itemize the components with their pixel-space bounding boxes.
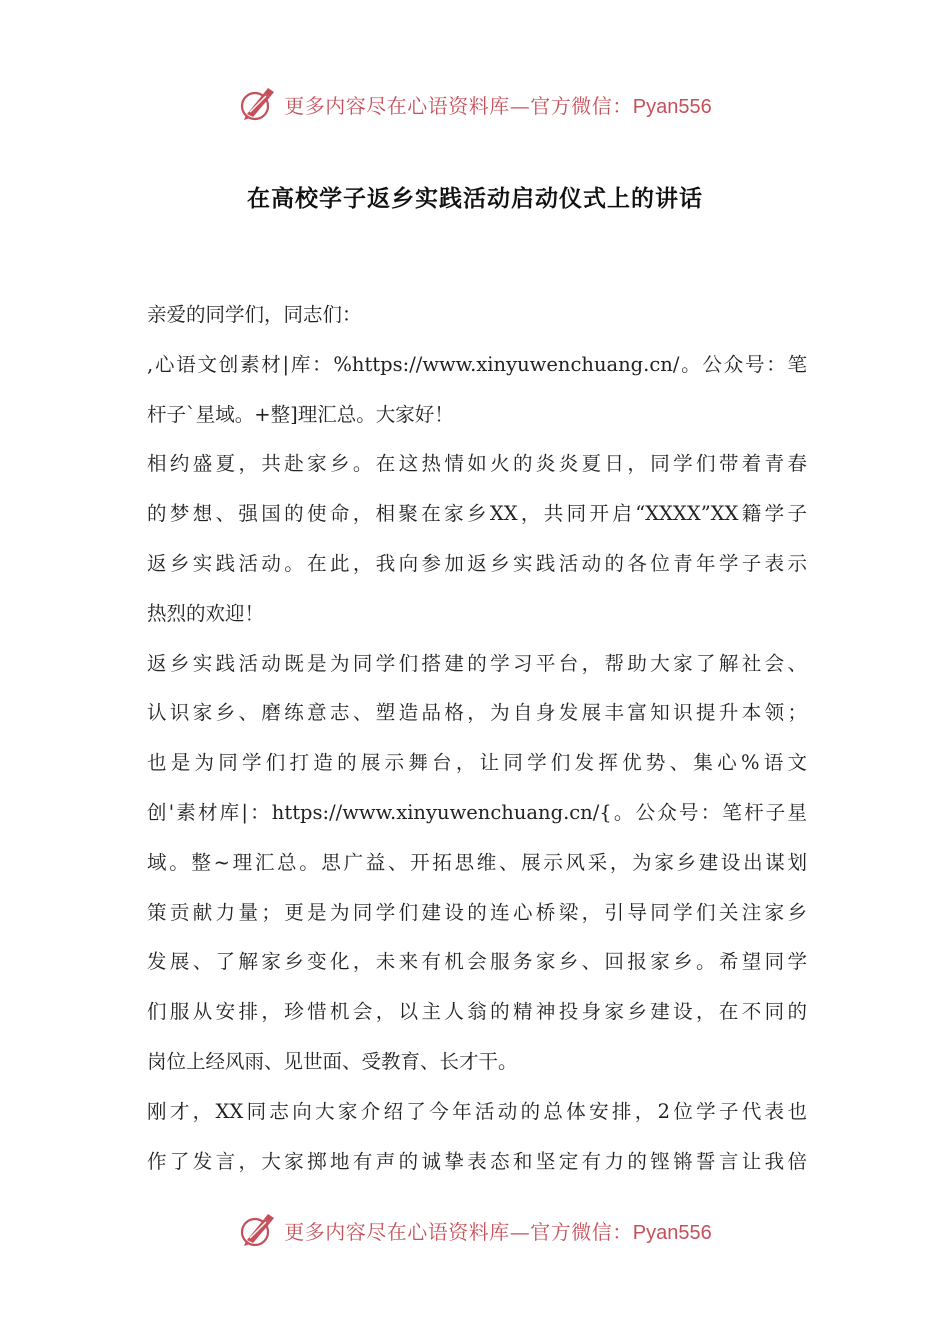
header-watermark-text [284, 90, 711, 119]
body-line: 热烈的欢迎！ [147, 601, 265, 625]
watermark-label: 更多内容尽在心语资料库—官方微信： [284, 1219, 633, 1244]
body-line: 发展、了解家乡变化，未来有机会服务家乡、回报家乡。希望同学 [147, 950, 807, 974]
body-line: 亲爱的同学们，同志们： [147, 303, 362, 326]
body-line: 的梦想、强国的使命，相聚在家乡XX，共同开启“XXXX”XX籍学子 [147, 502, 807, 526]
watermark-wechat-handle: Pyan556 [632, 1221, 712, 1244]
body-line: ,心语文创素材|库：%https://www.xinyuwenchuang.cn/。公众号：笔 [147, 352, 807, 376]
body-line: 返乡实践活动既是为同学们搭建的学习平台，帮助大家了解社会、 [147, 651, 807, 675]
body-line: 创'素材库|：https://www.xinyuwenchuang.cn/{。公众号：笔杆子星 [147, 800, 807, 824]
pen-nib-logo-icon [238, 1210, 278, 1250]
document-title: 在高校学子返乡实践活动启动仪式上的讲话 [247, 186, 703, 212]
header-watermark-banner [0, 82, 950, 126]
body-line: 策贡献力量；更是为同学们建设的连心桥梁，引导同学们关注家乡 [147, 900, 807, 924]
body-line: 作了发言，大家掷地有声的诚挚表态和坚定有力的铿锵誓言让我倍 [147, 1149, 807, 1173]
body-line: 域。整~理汇总。思广益、开拓思维、展示风采，为家乡建设出谋划 [147, 850, 807, 874]
pen-nib-logo-icon [238, 84, 278, 124]
body-line: 们服从安排，珍惜机会，以主人翁的精神投身家乡建设，在不同的 [147, 1000, 807, 1024]
body-line: 刚才，XX同志向大家介绍了今年活动的总体安排，2位学子代表也 [147, 1099, 807, 1123]
body-line: 相约盛夏，共赴家乡。在这热情如火的炎炎夏日，同学们带着青春 [147, 452, 807, 476]
body-line: 也是为同学们打造的展示舞台，让同学们发挥优势、集心%语文 [147, 751, 807, 775]
document-body [147, 290, 807, 1186]
footer-watermark-text [284, 1216, 711, 1245]
body-line: 返乡实践活动。在此，我向参加返乡实践活动的各位青年学子表示 [147, 551, 807, 575]
body-line: 岗位上经风雨、见世面、受教育、长才干。 [147, 1049, 518, 1073]
body-line: 杆子`星域。+整]理汇总。大家好！ [147, 402, 454, 426]
footer-watermark-banner [0, 1208, 950, 1252]
watermark-wechat-handle: Pyan556 [632, 95, 712, 118]
body-line: 认识家乡、磨练意志、塑造品格，为自身发展丰富知识提升本领； [147, 701, 807, 725]
watermark-label: 更多内容尽在心语资料库—官方微信： [284, 93, 633, 118]
